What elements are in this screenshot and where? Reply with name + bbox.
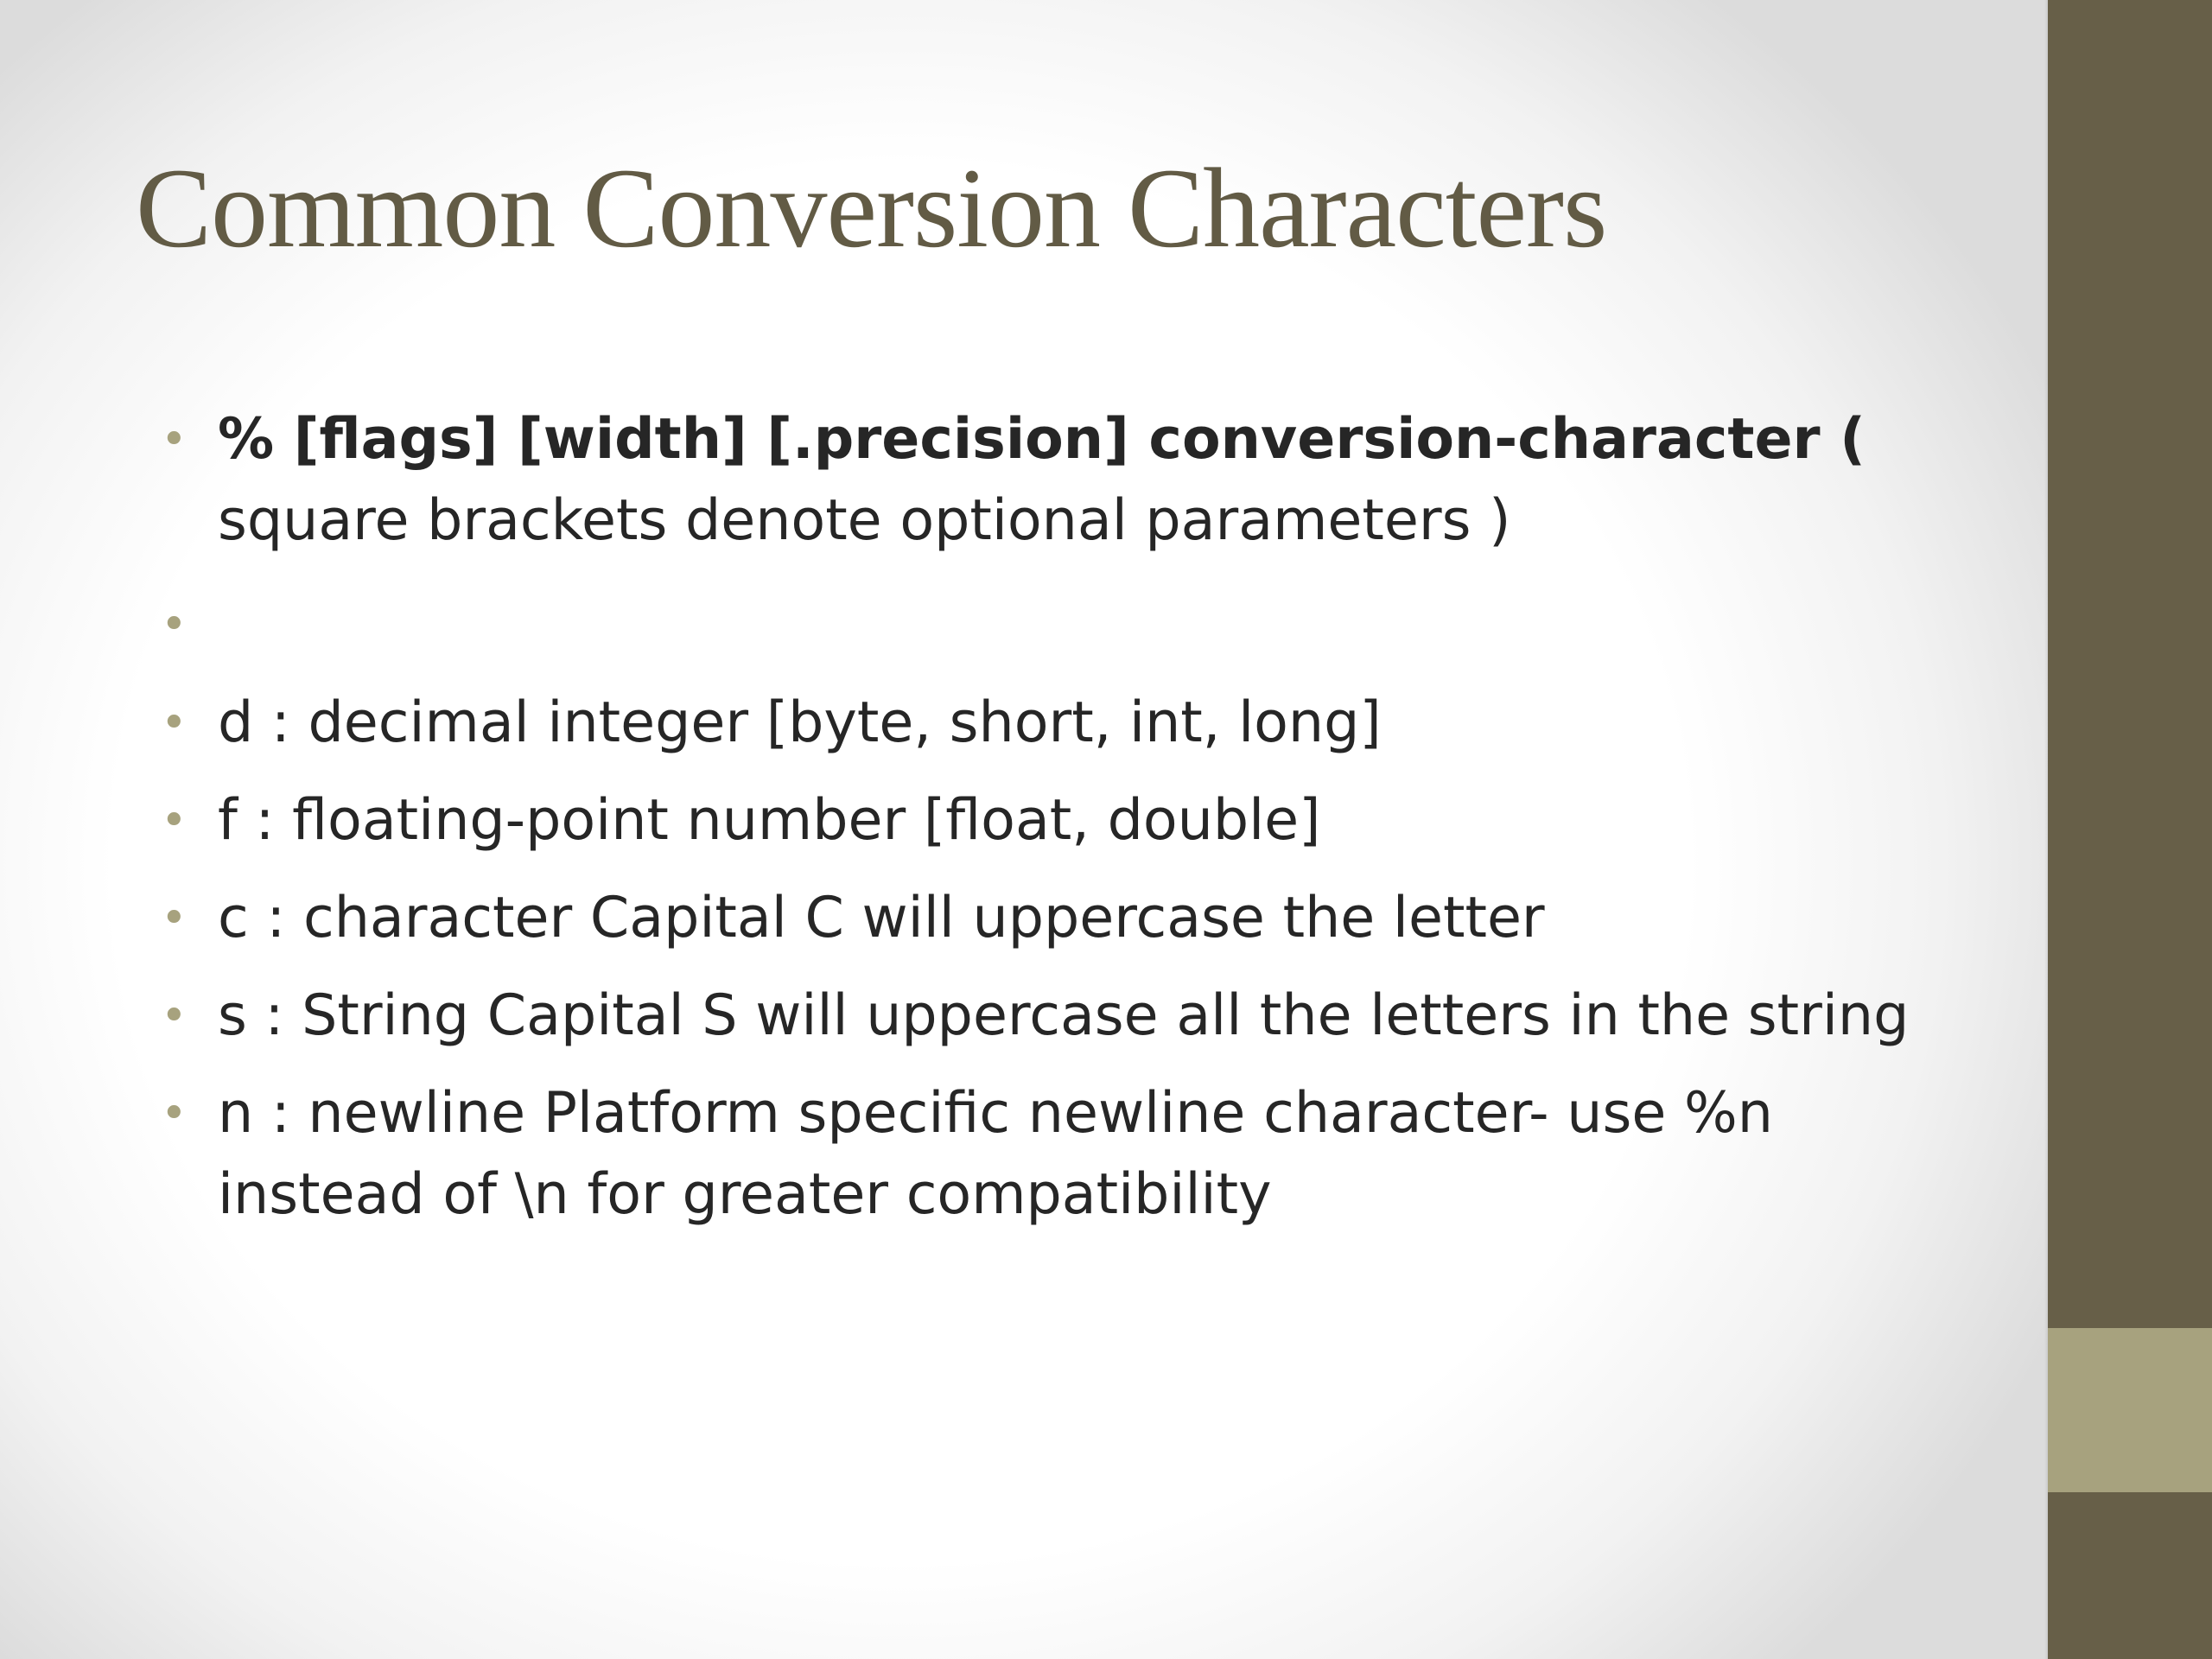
bullet-text: d : decimal integer [byte, short, int, long] xyxy=(218,690,1382,755)
bullet-text: s : String Capital S will uppercase all the letters in the string xyxy=(218,983,1910,1048)
bullet-marker: • xyxy=(161,893,188,944)
bullet-text: f : floating-point number [float, double] xyxy=(218,788,1321,853)
bullet-marker: • xyxy=(161,697,188,749)
bullet-item-character xyxy=(156,878,1910,959)
bullet-marker: • xyxy=(161,990,188,1042)
bullet-item-float xyxy=(156,780,1910,861)
bullet-marker: • xyxy=(161,599,188,651)
bullet-marker: • xyxy=(161,795,188,847)
bullet-item-empty xyxy=(156,584,1910,665)
bullet-item-decimal xyxy=(156,683,1910,764)
bullet-item-newline xyxy=(156,1073,1910,1236)
bullet-item-string xyxy=(156,976,1910,1057)
bullet-text: n : newline Platform specific newline character- use %n instead of \n for greater compatibility xyxy=(218,1081,1773,1227)
bullet-marker: • xyxy=(161,1088,188,1140)
slide-title: Common Conversion Characters xyxy=(136,144,1607,271)
bullet-marker: • xyxy=(161,414,188,466)
bullet-list xyxy=(156,399,1910,1252)
decorative-sidebar-accent xyxy=(2048,1328,2212,1492)
format-syntax-text: % [flags] [width] [.precision] conversion-character ( xyxy=(218,407,1866,472)
bullet-item-format-syntax xyxy=(156,399,1910,562)
format-syntax-note: square brackets denote optional parameters ) xyxy=(218,488,1511,553)
bullet-text: c : character Capital C will uppercase the letter xyxy=(218,886,1545,950)
